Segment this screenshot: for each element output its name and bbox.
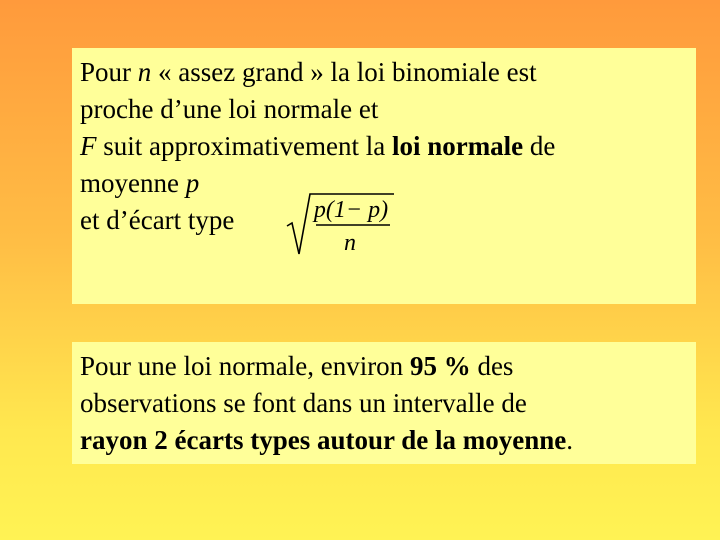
- text-segment: « assez grand » la loi binomiale est: [151, 57, 537, 87]
- variable-p: p: [185, 168, 200, 198]
- text-segment: de: [523, 131, 556, 161]
- variable-n: n: [137, 57, 152, 87]
- text-line-3: [80, 422, 688, 459]
- text-line-1: [80, 54, 688, 91]
- text-segment: Pour: [80, 57, 138, 87]
- text-line-2: observations se font dans un intervalle de: [80, 388, 527, 418]
- formula-denominator: n: [344, 230, 356, 256]
- text-segment: des: [470, 351, 514, 381]
- binomial-approximation-box: [72, 48, 696, 304]
- bold-percentage: 95 %: [409, 351, 471, 381]
- text-segment: suit approximativement la: [96, 131, 392, 161]
- text-line-5: [80, 197, 688, 256]
- text-line-3: [80, 128, 688, 165]
- formula-numerator: p(1− p): [313, 197, 389, 223]
- text-line-1: [80, 348, 688, 385]
- text-segment: Pour une loi normale, environ: [80, 351, 410, 381]
- bold-term-normal-law: loi normale: [391, 131, 524, 161]
- standard-deviation-formula: [284, 188, 396, 260]
- bold-radius-phrase: rayon 2 écarts types autour de la moyenne: [80, 425, 567, 455]
- variable-F: F: [80, 131, 97, 161]
- text-segment: .: [566, 425, 573, 455]
- text-segment: et d’écart type: [80, 205, 235, 235]
- text-segment: moyenne: [80, 168, 186, 198]
- text-line-2: proche d’une loi normale et: [80, 94, 379, 124]
- normal-law-rule-box: [72, 342, 696, 464]
